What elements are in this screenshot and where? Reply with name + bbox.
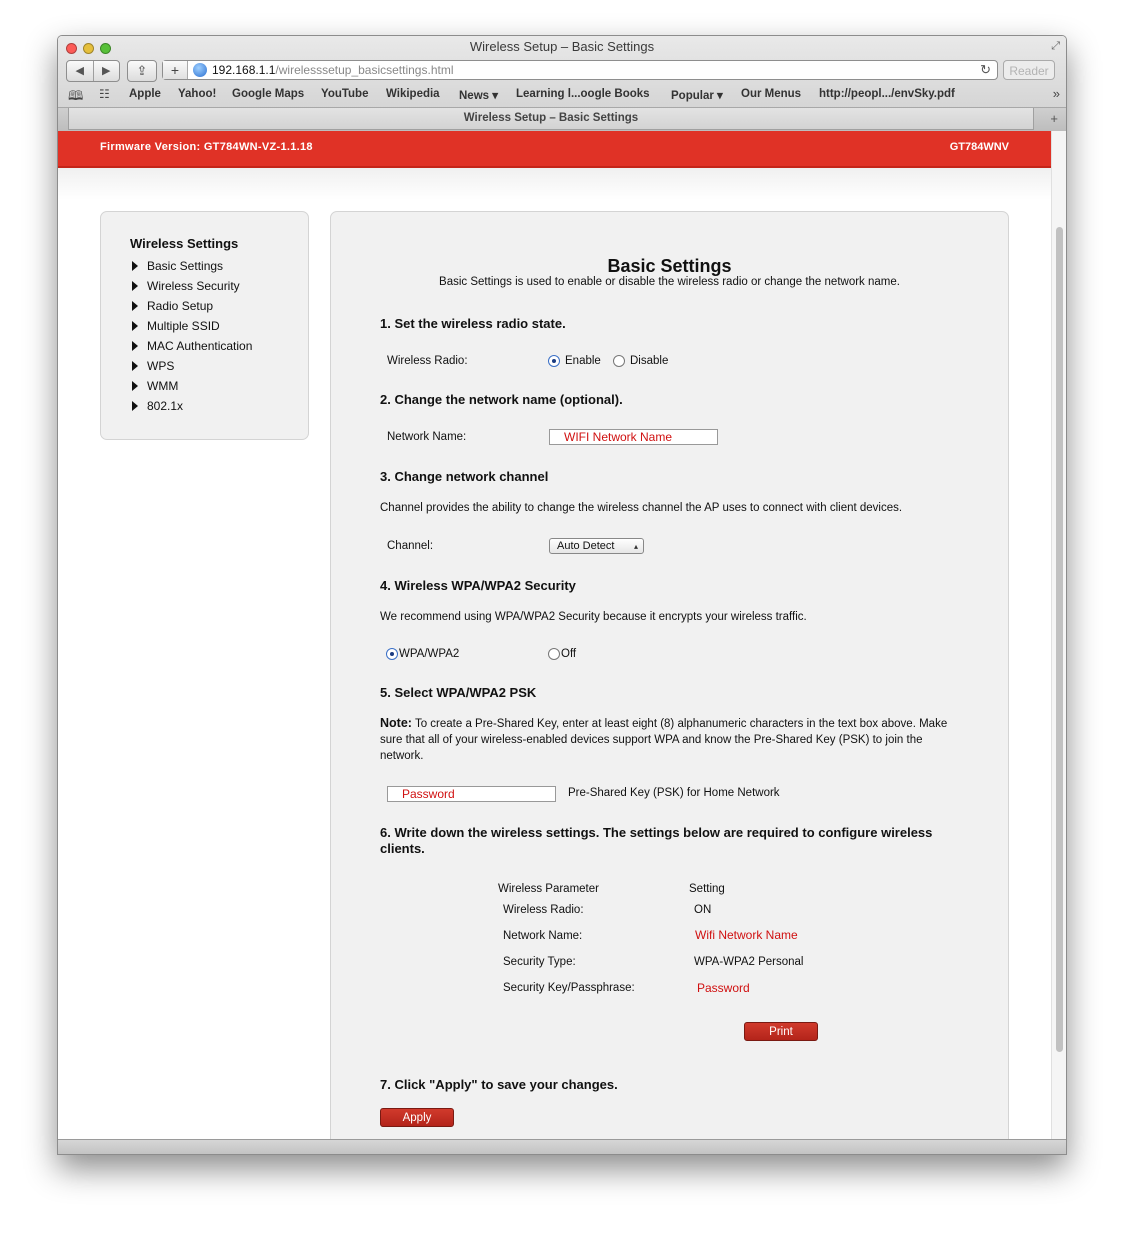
tab-strip xyxy=(58,107,1066,131)
top-sites-grid-icon[interactable]: ☷ xyxy=(99,87,110,101)
bookmark-envsky-pdf[interactable]: http://peopl.../envSky.pdf xyxy=(819,88,955,100)
section-4-heading: 4. Wireless WPA/WPA2 Security xyxy=(380,578,576,593)
section-7-heading: 7. Click "Apply" to save your changes. xyxy=(380,1077,618,1092)
radio-off[interactable] xyxy=(548,648,560,660)
section-6-heading: 6. Write down the wireless settings. The settings below are required to configure wireless clients. xyxy=(380,825,933,856)
page-title: Basic Settings xyxy=(607,256,732,276)
triangle-right-icon xyxy=(132,321,138,331)
wireless-radio-label: Wireless Radio: xyxy=(387,355,468,367)
vertical-scrollbar[interactable] xyxy=(1051,131,1067,1139)
section-2-heading: 2. Change the network name (optional). xyxy=(380,392,623,407)
url-host: 192.168.1.1 xyxy=(212,63,276,77)
window-title: Wireless Setup – Basic Settings xyxy=(469,39,655,54)
summary-param: Network Name: xyxy=(503,930,583,942)
browser-chrome xyxy=(58,36,1066,131)
triangle-right-icon xyxy=(132,341,138,351)
more-bookmarks-icon[interactable]: » xyxy=(1052,86,1060,101)
sidebar-heading: Wireless Settings xyxy=(130,236,239,251)
bookmark-popular[interactable]: Popular ▾ xyxy=(671,90,723,102)
url-path: /wirelesssetup_basicsettings.html xyxy=(275,63,454,77)
bookmark-yahoo[interactable]: Yahoo! xyxy=(178,88,217,100)
summary-setting: ON xyxy=(694,904,712,916)
reader-button[interactable]: Reader xyxy=(1003,60,1055,80)
sidebar-item-label: WMM xyxy=(147,379,179,393)
summary-param: Wireless Radio: xyxy=(503,904,584,916)
sidebar-item-label: Radio Setup xyxy=(147,299,214,313)
bookmarks-bar xyxy=(58,86,1066,104)
url-text[interactable] xyxy=(212,63,453,77)
print-button[interactable]: Print xyxy=(744,1022,818,1041)
sidebar-item-radio-setup[interactable] xyxy=(130,298,252,318)
psk-note-text: To create a Pre-Shared Key, enter at least eight (8) alphanumeric characters in the text box above. Make sure that all of your wireless-enabled devices support WPA and know the Pre-Shared Key (PSK) to join the network. xyxy=(380,718,948,762)
network-name-label: Network Name: xyxy=(387,431,467,443)
section-1-heading: 1. Set the wireless radio state. xyxy=(380,316,566,331)
fullscreen-icon[interactable]: ⤢ xyxy=(1051,40,1060,52)
sidebar-item-label: Multiple SSID xyxy=(147,319,220,333)
reading-list-icon[interactable]: 🕮 xyxy=(68,88,84,103)
summary-setting: WPA-WPA2 Personal xyxy=(694,956,804,968)
psk-label: Pre-Shared Key (PSK) for Home Network xyxy=(568,787,780,799)
triangle-right-icon xyxy=(132,281,138,291)
section-5-heading: 5. Select WPA/WPA2 PSK xyxy=(380,685,537,700)
scrollbar-thumb[interactable] xyxy=(1056,227,1063,1052)
browser-window xyxy=(57,35,1067,1155)
forward-button[interactable]: ▶ xyxy=(102,65,111,77)
back-button[interactable]: ◀ xyxy=(67,61,94,81)
section-3-heading: 3. Change network channel xyxy=(380,469,549,484)
select-arrows-icon: ▴ xyxy=(633,542,638,551)
header-shadow xyxy=(58,168,1051,200)
bookmark-our-menus[interactable]: Our Menus xyxy=(741,88,802,100)
settings-panel xyxy=(330,211,1009,1139)
setting-column-header: Setting xyxy=(689,883,725,895)
psk-note xyxy=(380,715,955,764)
bookmark-google-maps[interactable]: Google Maps xyxy=(232,88,305,100)
summary-setting: Password xyxy=(697,981,750,995)
radio-wpa-wpa2-label: WPA/WPA2 xyxy=(399,648,460,660)
firmware-version: Firmware Version: GT784WN-VZ-1.1.18 xyxy=(100,141,313,153)
channel-select-value: Auto Detect xyxy=(557,540,615,552)
reload-icon[interactable]: ↻ xyxy=(980,62,991,77)
globe-icon xyxy=(193,63,207,77)
sidebar-item-8021x[interactable] xyxy=(130,398,252,418)
sidebar-item-wireless-security[interactable] xyxy=(130,278,252,298)
radio-enable-label: Enable xyxy=(565,355,601,367)
radio-disable[interactable] xyxy=(613,355,625,367)
sidebar-item-label: WPS xyxy=(147,359,175,373)
radio-wpa-wpa2[interactable] xyxy=(386,648,398,660)
summary-param: Security Key/Passphrase: xyxy=(503,982,635,994)
channel-description: Channel provides the ability to change the wireless channel the AP uses to connect with client devices. xyxy=(380,502,903,514)
radio-disable-label: Disable xyxy=(630,355,669,367)
bookmark-apple[interactable]: Apple xyxy=(129,88,161,100)
bookmark-learning-books[interactable]: Learning l...oogle Books xyxy=(516,88,650,100)
triangle-right-icon xyxy=(132,381,138,391)
sidebar-item-basic-settings[interactable] xyxy=(130,258,252,278)
sidebar-item-wmm[interactable] xyxy=(130,378,252,398)
add-bookmark-button[interactable]: + xyxy=(163,61,188,79)
summary-setting: Wifi Network Name xyxy=(695,928,798,942)
sidebar xyxy=(100,211,309,440)
model-name: GT784WNV xyxy=(949,141,1009,153)
network-name-input[interactable]: WIFI Network Name xyxy=(549,429,718,445)
sidebar-item-wps[interactable] xyxy=(130,358,252,378)
page-subtitle: Basic Settings is used to enable or disable the wireless radio or change the network name. xyxy=(439,276,900,288)
status-bar xyxy=(58,1139,1066,1155)
radio-off-label: Off xyxy=(561,648,577,660)
sidebar-item-label: MAC Authentication xyxy=(147,339,253,353)
psk-note-label: Note: xyxy=(380,716,412,730)
bookmark-youtube[interactable]: YouTube xyxy=(321,88,369,100)
param-column-header: Wireless Parameter xyxy=(498,883,599,895)
sidebar-item-label: Wireless Security xyxy=(147,279,240,293)
apply-button[interactable]: Apply xyxy=(380,1108,454,1127)
radio-enable[interactable] xyxy=(548,355,560,367)
sidebar-item-mac-authentication[interactable] xyxy=(130,338,252,358)
summary-param: Security Type: xyxy=(503,956,576,968)
sidebar-menu xyxy=(130,258,252,418)
psk-input[interactable]: Password xyxy=(387,786,556,802)
triangle-right-icon xyxy=(132,361,138,371)
header-bar xyxy=(58,131,1051,168)
sidebar-item-label: Basic Settings xyxy=(147,259,224,273)
address-bar[interactable] xyxy=(162,60,998,80)
bookmark-wikipedia[interactable]: Wikipedia xyxy=(386,88,440,100)
channel-label: Channel: xyxy=(387,540,434,552)
sidebar-item-multiple-ssid[interactable] xyxy=(130,318,252,338)
triangle-right-icon xyxy=(132,261,138,271)
page-viewport xyxy=(58,131,1051,1139)
security-description: We recommend using WPA/WPA2 Security because it encrypts your wireless traffic. xyxy=(380,611,807,623)
tab-wireless-setup[interactable]: Wireless Setup – Basic Settings xyxy=(68,108,1034,130)
share-button[interactable]: ⇪ xyxy=(127,60,157,82)
channel-select[interactable] xyxy=(549,538,644,554)
new-tab-icon[interactable]: + xyxy=(1050,111,1058,126)
bookmark-news[interactable]: News ▾ xyxy=(459,90,499,102)
sidebar-item-label: 802.1x xyxy=(147,399,184,413)
back-forward-buttons xyxy=(66,60,120,82)
triangle-right-icon xyxy=(132,301,138,311)
triangle-right-icon xyxy=(132,401,138,411)
